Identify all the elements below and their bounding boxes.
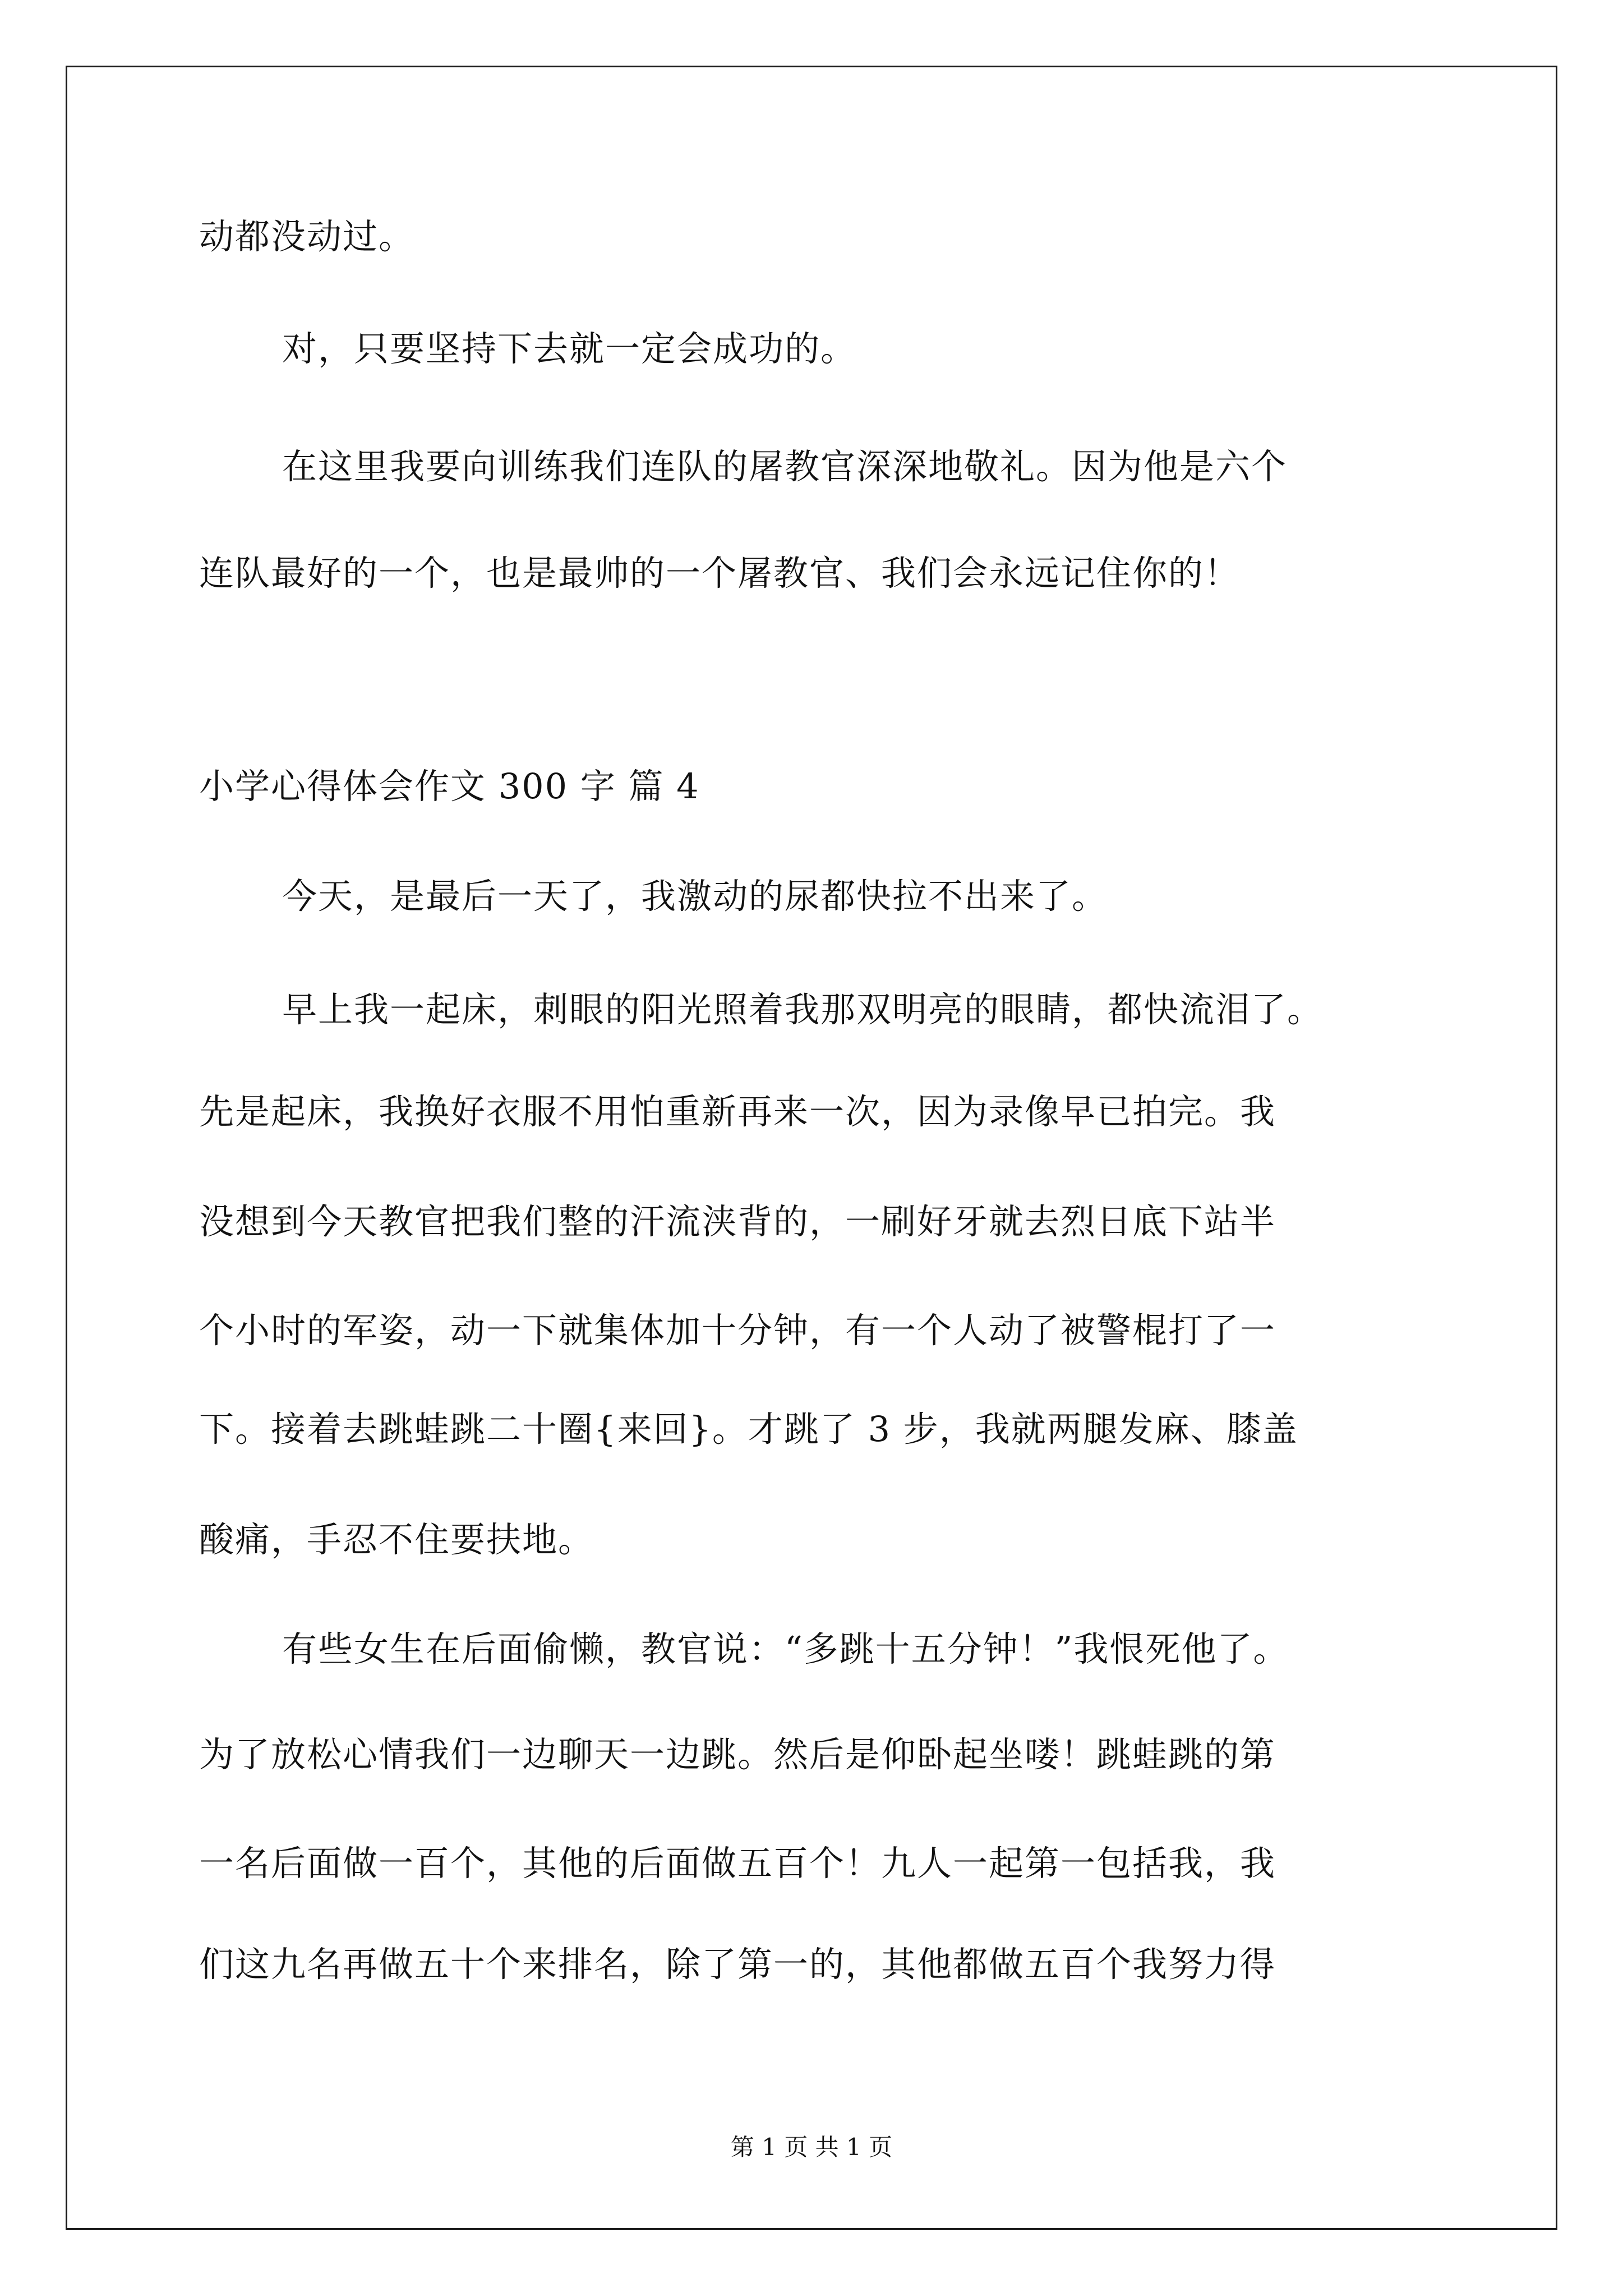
text-line: 酸痛，手忍不住要扶地。 <box>199 1519 594 1560</box>
text-line: 有些女生在后面偷懒，教官说：“多跳十五分钟！”我恨死他了。 <box>282 1628 1289 1669</box>
text-line: 今天，是最后一天了，我激动的尿都快拉不出来了。 <box>282 876 1108 917</box>
text-line: 对，只要坚持下去就一定会成功的。 <box>282 328 857 369</box>
text-line: 个小时的军姿，动一下就集体加十分钟，有一个人动了被警棍打了一 <box>199 1310 1276 1351</box>
text-line: 动都没动过。 <box>199 216 415 257</box>
text-line: 没想到今天教官把我们整的汗流浃背的，一刷好牙就去烈日底下站半 <box>199 1201 1276 1242</box>
text-line: 下。接着去跳蛙跳二十圈{来回}。才跳了 3 步，我就两腿发麻、膝盖 <box>199 1409 1298 1450</box>
text-line: 为了放松心情我们一边聊天一边跳。然后是仰卧起坐喽！跳蛙跳的第 <box>199 1734 1276 1775</box>
text-line: 们这九名再做五十个来排名，除了第一的，其他都做五百个我努力得 <box>199 1944 1276 1985</box>
page-border <box>66 66 1557 2230</box>
text-line: 一名后面做一百个，其他的后面做五百个！九人一起第一包括我，我 <box>199 1843 1276 1884</box>
text-line: 连队最好的一个，也是最帅的一个屠教官、我们会永远记住你的！ <box>199 553 1241 593</box>
text-line: 先是起床，我换好衣服不用怕重新再来一次，因为录像早已拍完。我 <box>199 1091 1276 1132</box>
text-line: 早上我一起床，刺眼的阳光照着我那双明亮的眼睛，都快流泪了。 <box>282 989 1324 1030</box>
page-footer: 第 1 页 共 1 页 <box>730 2133 893 2161</box>
text-line: 在这里我要向训练我们连队的屠教官深深地敬礼。因为他是六个 <box>282 446 1288 487</box>
section-heading: 小学心得体会作文 300 字 篇 4 <box>199 766 700 807</box>
